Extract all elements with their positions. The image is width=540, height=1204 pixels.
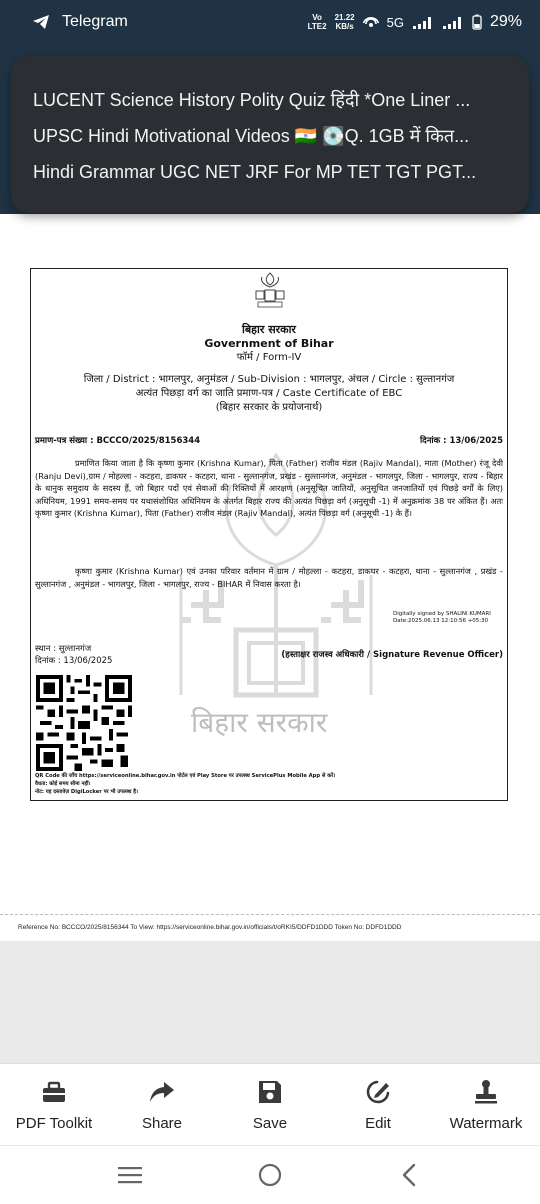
certificate-date: दिनांक : 13/06/2025 (419, 436, 503, 446)
share-icon (147, 1077, 177, 1107)
officer-signature-label: (हस्ताक्षर राजस्व अधिकारी / Signature Revenue Officer) (281, 650, 503, 660)
place-label: स्थान : सुल्तानगंज (35, 644, 92, 654)
stamp-icon (471, 1077, 501, 1107)
digital-signature-name: Digitally signed by SHALINI KUMARI (393, 611, 491, 617)
toolbox-icon (39, 1077, 69, 1107)
edit-label: Edit (365, 1115, 391, 1132)
caste-certificate (30, 268, 508, 801)
purpose-line: (बिहार सरकार के प्रयोजनार्थ) (215, 402, 323, 413)
status-bar (0, 0, 540, 44)
watermark-label: Watermark (449, 1115, 523, 1132)
validity-note: वैधता: कोई समय सीमा नहीं। (35, 781, 91, 787)
save-label: Save (252, 1115, 288, 1132)
gov-english: Government of Bihar (204, 337, 334, 350)
notification-popup[interactable] (11, 56, 529, 213)
status-app-name: Telegram (62, 13, 128, 30)
notification-item[interactable]: LUCENT Science History Polity Quiz हिंदी *One Liner ... (33, 90, 471, 110)
bihar-emblem-icon (250, 271, 290, 309)
residence-paragraph: कृष्णा कुमार (Krishna Kumar) एवं उनका परिवार वर्तमान में ग्राम / मोहल्ला - कटहरा, डाकघर - कटहरा, थाना - सुल्तानगंज , प्रखंड - सुल्तानगंज , अनुमंडल - भागलपुर, जिला - भागलपुर, राज्य - BIHAR में निवास करता है। (35, 566, 503, 589)
pdf-toolkit-label: PDF Toolkit (15, 1115, 93, 1132)
district-line: जिला / District : भागलपुर, अनुमंडल / Sub-Division : भागलपुर, अंचल / Circle : सुल्तानगंज (83, 374, 455, 385)
reference-footer: Reference No: BCCCO/2025/8156344 To View: https://serviceonline.bihar.gov.in/officials/t/oRKI5/DDFD1DDD Token No: DDFD1DDD (18, 924, 402, 931)
network-speed: 21.22 KB/s (334, 13, 355, 31)
watermark-text: बिहार सरकार (191, 706, 328, 739)
system-nav-bar (0, 1146, 540, 1204)
recent-apps-icon[interactable] (116, 1161, 144, 1189)
telegram-icon (32, 14, 50, 30)
battery-icon (472, 14, 482, 30)
page-divider (0, 914, 540, 915)
back-icon[interactable] (396, 1161, 424, 1189)
volte-indicator: Vo LTE2 (307, 13, 327, 31)
signal-icon-2 (442, 15, 464, 29)
save-icon (255, 1077, 285, 1107)
form-label: फॉर्म / Form-IV (236, 352, 302, 363)
pdf-toolkit-button[interactable] (0, 1064, 108, 1145)
watermark-button[interactable] (432, 1064, 540, 1145)
certificate-number: प्रमाण-पत्र संख्या : BCCCO/2025/8156344 (35, 436, 201, 446)
home-icon[interactable] (256, 1161, 284, 1189)
digilocker-note: नोट: यह दस्तावेज़ DigiLocker पर भी उपलब्ध है। (35, 789, 138, 795)
notification-item[interactable]: UPSC Hindi Motivational Videos 🇮🇳 💽Q. 1GB में कित... (33, 126, 470, 146)
hotspot-icon (363, 15, 379, 29)
notification-item[interactable]: Hindi Grammar UGC NET JRF For MP TET TGT PGT... (33, 162, 477, 182)
issue-date-label: दिनांक : 13/06/2025 (35, 656, 113, 666)
qr-verify-note: QR Code की जाँच https://serviceonline.bihar.gov.in पोर्टल एवं Play Store पर उपलब्ध ServicePlus Mobile App से करें। (35, 773, 336, 779)
digital-signature-date: Date:2025.06.13 12:10:56 +05:30 (393, 618, 489, 624)
network-type: 5G (386, 14, 404, 30)
gov-hindi: बिहार सरकार (242, 323, 296, 336)
share-button[interactable] (108, 1064, 216, 1145)
save-button[interactable] (216, 1064, 324, 1145)
qr-code[interactable] (36, 675, 132, 771)
certificate-body: प्रमाणित किया जाता है कि कृष्णा कुमार (Krishna Kumar), पिता (Father) राजीव मंडल (Rajiv Mandal), माता (Mother) रंजू देवी (Ranju Devi),ग्राम / मोहल्ला - कटहरा, डाकघर - कटहरा, थाना - सुल्तानगंज, प्रखंड - सुल्तानगंज, अनुमंडल - भागलपुर, जिला - भागलपुर, राज्य - बिहार के धानुक समुदाय के सदस्य हैं, जो बिहार पदों एवं सेवाओं की रिक्तियों में आरक्षण (अनुसूचित जातियों, अनुसूचित जनजातियों एवं पिछड़े वर्गों के लिए) अधिनियम, 1991 समय-समय पर यथासंशोधित अधिनियम के अंतर्गत बिहार राज्य की अत्यंत पिछड़ा वर्ग (अनुसूची -1) में अनुक्रमांक 38 पर अंकित हैं। अतः कृष्णा कुमार (Krishna Kumar), पिता (Father) राजीव मंडल (Rajiv Mandal), अत्यंत पिछड़ा वर्ग (अनुसूची -1) के हैं। (35, 458, 503, 518)
certificate-header (31, 323, 507, 415)
battery-percent: 29% (489, 13, 522, 30)
bottom-toolbar (0, 1063, 540, 1145)
certificate-title: अत्यंत पिछड़ा वर्ग का जाति प्रमाण-पत्र / Caste Certificate of EBC (135, 388, 403, 399)
signal-icon-1 (412, 15, 434, 29)
edit-icon (363, 1077, 393, 1107)
edit-button[interactable] (324, 1064, 432, 1145)
share-label: Share (141, 1115, 183, 1132)
